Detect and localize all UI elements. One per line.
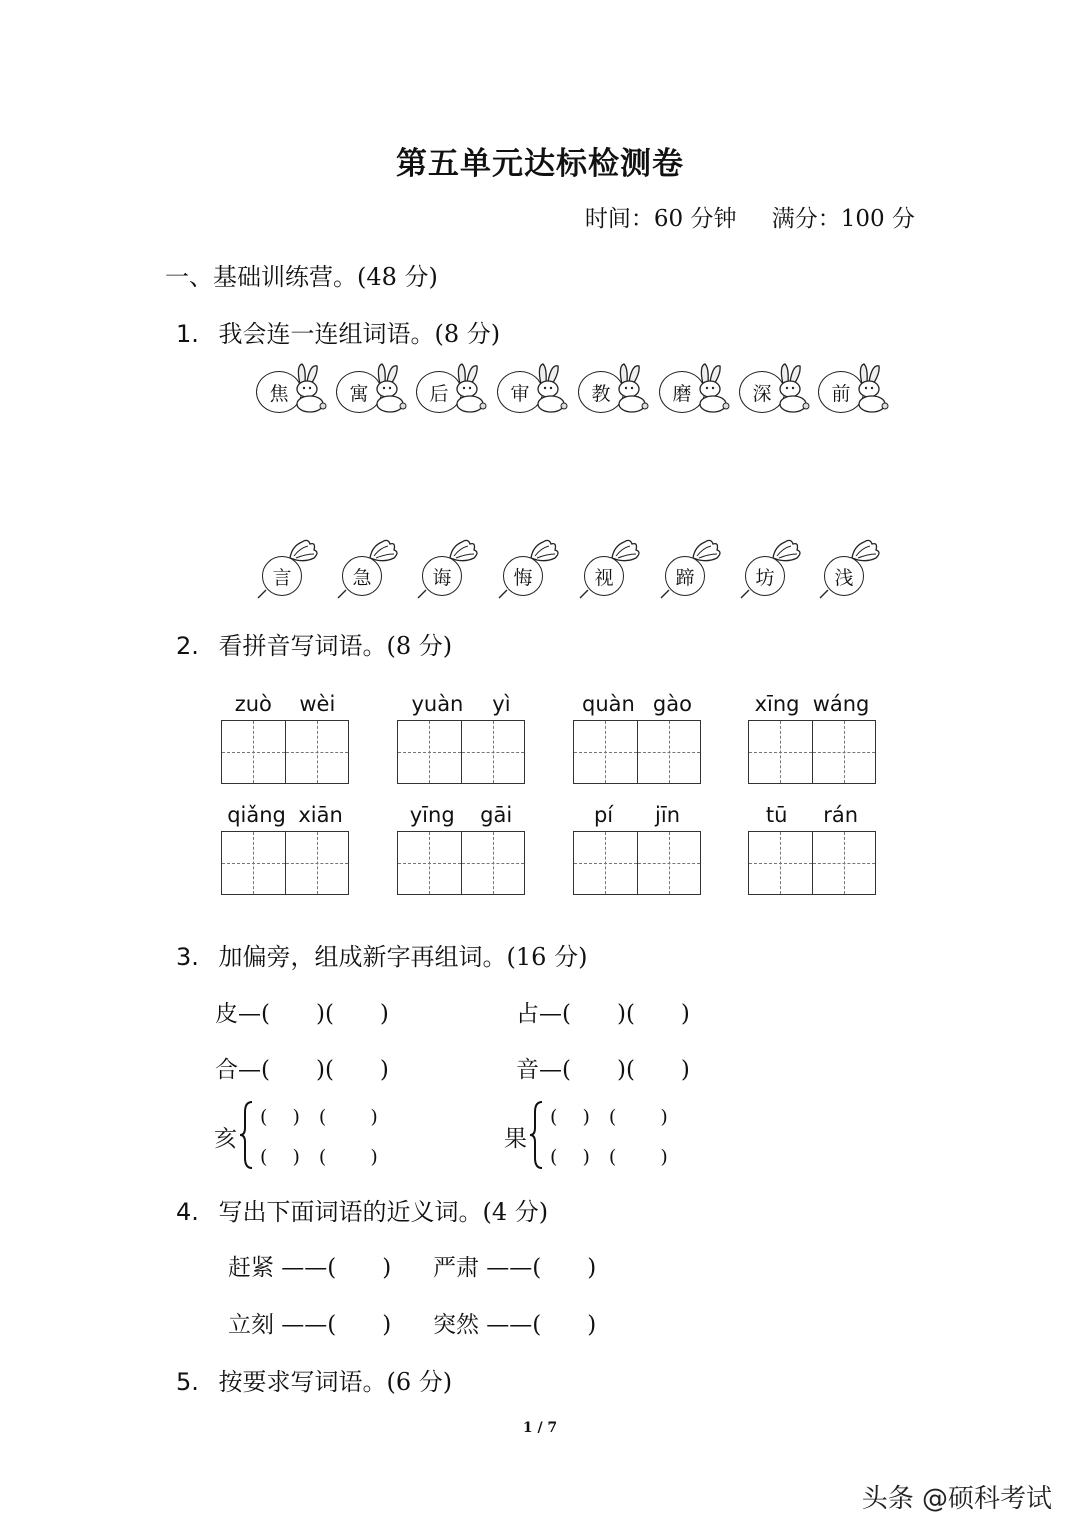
radish-char: 蹄 <box>665 556 705 596</box>
radish-char: 悔 <box>503 556 543 596</box>
page-number: 1 / 7 <box>522 1420 558 1436</box>
radish-item[interactable] <box>336 536 416 602</box>
radish-item[interactable] <box>256 536 336 602</box>
section-heading: 一、基础训练营。(48 分) <box>165 263 438 291</box>
rabbit-item[interactable] <box>818 368 898 418</box>
synonym-item: 赶紧 ——( ) <box>228 1255 392 1281</box>
question-4 <box>176 1192 548 1227</box>
rabbit-icon <box>290 362 330 414</box>
rabbit-char: 焦 <box>256 371 302 413</box>
pinyin-item <box>397 801 525 895</box>
radish-item[interactable] <box>497 536 577 602</box>
radish-item[interactable] <box>739 536 819 602</box>
rabbit-item[interactable] <box>659 368 739 418</box>
writing-boxes[interactable] <box>397 720 525 784</box>
question-number: 3. <box>176 943 199 971</box>
pinyin-syllable: wèi <box>299 692 336 716</box>
writing-boxes[interactable] <box>221 720 349 784</box>
radical-row: 皮—( )( ) <box>215 1001 389 1027</box>
pinyin-label <box>221 801 349 829</box>
radish-item[interactable] <box>659 536 739 602</box>
pinyin-syllable: yīng <box>409 803 455 827</box>
pinyin-syllable: rán <box>823 803 859 827</box>
radish-char: 言 <box>262 556 302 596</box>
brace-char: 亥 <box>214 1126 237 1152</box>
pinyin-syllable: gāi <box>480 803 513 827</box>
pinyin-syllable: wáng <box>812 692 870 716</box>
writing-cell[interactable] <box>749 832 812 894</box>
question-text: 我会连一连组词语。(8 分) <box>218 320 501 348</box>
rabbit-item[interactable] <box>497 368 577 418</box>
radish-char: 急 <box>342 556 382 596</box>
question-number: 1. <box>176 320 199 348</box>
brace-line: ( ) ( ) <box>260 1106 378 1128</box>
brace-line: ( ) ( ) <box>550 1106 668 1128</box>
brace-line: ( ) ( ) <box>550 1146 668 1168</box>
radish-item[interactable] <box>578 536 658 602</box>
pinyin-syllable: tū <box>765 803 788 827</box>
rabbit-char: 磨 <box>659 371 705 413</box>
rabbit-char: 教 <box>578 371 624 413</box>
question-3 <box>176 937 587 972</box>
rabbit-char: 后 <box>416 371 462 413</box>
pinyin-syllable: xiān <box>298 803 343 827</box>
brace-icon <box>239 1100 255 1170</box>
question-1 <box>176 314 500 349</box>
pinyin-item <box>748 690 876 784</box>
pinyin-label <box>748 690 876 718</box>
question-5 <box>176 1362 452 1397</box>
radish-item[interactable] <box>818 536 898 602</box>
writing-cell[interactable] <box>749 721 812 783</box>
rabbit-item[interactable] <box>416 368 496 418</box>
writing-cell[interactable] <box>574 721 637 783</box>
brace-icon <box>529 1100 545 1170</box>
radish-char: 浅 <box>824 556 864 596</box>
question-text: 写出下面词语的近义词。(4 分) <box>218 1198 549 1226</box>
writing-cell[interactable] <box>461 832 525 894</box>
rabbit-char: 前 <box>818 371 864 413</box>
rabbit-icon <box>612 362 652 414</box>
rabbit-icon <box>852 362 892 414</box>
question-text: 加偏旁，组成新字再组词。(16 分) <box>218 943 588 971</box>
rabbit-icon <box>450 362 490 414</box>
pinyin-item <box>573 690 701 784</box>
writing-boxes[interactable] <box>748 831 876 895</box>
writing-boxes[interactable] <box>397 831 525 895</box>
writing-cell[interactable] <box>812 721 876 783</box>
question-number: 5. <box>176 1368 199 1396</box>
writing-cell[interactable] <box>285 721 349 783</box>
writing-cell[interactable] <box>461 721 525 783</box>
rabbit-item[interactable] <box>739 368 819 418</box>
rabbit-icon <box>693 362 733 414</box>
pinyin-item <box>573 801 701 895</box>
pinyin-syllable: xīng <box>754 692 800 716</box>
writing-cell[interactable] <box>398 832 461 894</box>
page-title: 第五单元达标检测卷 <box>396 146 684 182</box>
time-limit: 时间：60 分钟 <box>584 206 737 232</box>
writing-boxes[interactable] <box>573 831 701 895</box>
rabbit-char: 深 <box>739 371 785 413</box>
pinyin-item <box>221 801 349 895</box>
writing-cell[interactable] <box>812 832 876 894</box>
writing-cell[interactable] <box>222 721 285 783</box>
writing-cell[interactable] <box>574 832 637 894</box>
exam-meta <box>557 200 915 233</box>
rabbit-item[interactable] <box>578 368 658 418</box>
full-score: 满分：100 分 <box>771 206 915 232</box>
pinyin-item <box>397 690 525 784</box>
pinyin-syllable: quàn <box>582 692 635 716</box>
radish-char: 诲 <box>422 556 462 596</box>
pinyin-item <box>748 801 876 895</box>
pinyin-syllable: yuàn <box>411 692 464 716</box>
pinyin-label <box>397 690 525 718</box>
writing-boxes[interactable] <box>748 720 876 784</box>
pinyin-label <box>397 801 525 829</box>
pinyin-syllable: zuò <box>234 692 272 716</box>
rabbit-item[interactable] <box>256 368 336 418</box>
pinyin-syllable: gào <box>652 692 692 716</box>
writing-boxes[interactable] <box>573 720 701 784</box>
rabbit-item[interactable] <box>336 368 416 418</box>
rabbit-icon <box>370 362 410 414</box>
writing-cell[interactable] <box>285 832 349 894</box>
radish-item[interactable] <box>416 536 496 602</box>
question-text: 看拼音写词语。(8 分) <box>218 632 453 660</box>
brace-char: 果 <box>504 1126 527 1152</box>
pinyin-syllable: yì <box>492 692 511 716</box>
rabbit-char: 寓 <box>336 371 382 413</box>
synonym-item: 严肃 ——( ) <box>433 1255 597 1281</box>
brace-line: ( ) ( ) <box>260 1146 378 1168</box>
watermark: 头条 @硕科考试 <box>861 1484 1052 1514</box>
pinyin-syllable: qiǎng <box>227 803 286 827</box>
writing-cell[interactable] <box>637 832 701 894</box>
radical-row: 合—( )( ) <box>215 1057 389 1083</box>
pinyin-label <box>748 801 876 829</box>
question-number: 4. <box>176 1198 199 1226</box>
rabbit-icon <box>773 362 813 414</box>
question-number: 2. <box>176 632 199 660</box>
writing-cell[interactable] <box>222 832 285 894</box>
rabbit-icon <box>531 362 571 414</box>
pinyin-syllable: pí <box>593 803 614 827</box>
radish-char: 视 <box>584 556 624 596</box>
writing-cell[interactable] <box>398 721 461 783</box>
rabbit-char: 审 <box>497 371 543 413</box>
pinyin-label <box>573 690 701 718</box>
synonym-item: 突然 ——( ) <box>433 1312 597 1338</box>
pinyin-label <box>573 801 701 829</box>
question-2 <box>176 626 452 661</box>
question-text: 按要求写词语。(6 分) <box>218 1368 453 1396</box>
synonym-item: 立刻 ——( ) <box>228 1312 392 1338</box>
pinyin-item <box>221 690 349 784</box>
radish-char: 坊 <box>745 556 785 596</box>
radical-row: 占—( )( ) <box>516 1001 690 1027</box>
radical-row: 音—( )( ) <box>516 1057 690 1083</box>
pinyin-label <box>221 690 349 718</box>
writing-cell[interactable] <box>637 721 701 783</box>
pinyin-syllable: jīn <box>655 803 681 827</box>
writing-boxes[interactable] <box>221 831 349 895</box>
